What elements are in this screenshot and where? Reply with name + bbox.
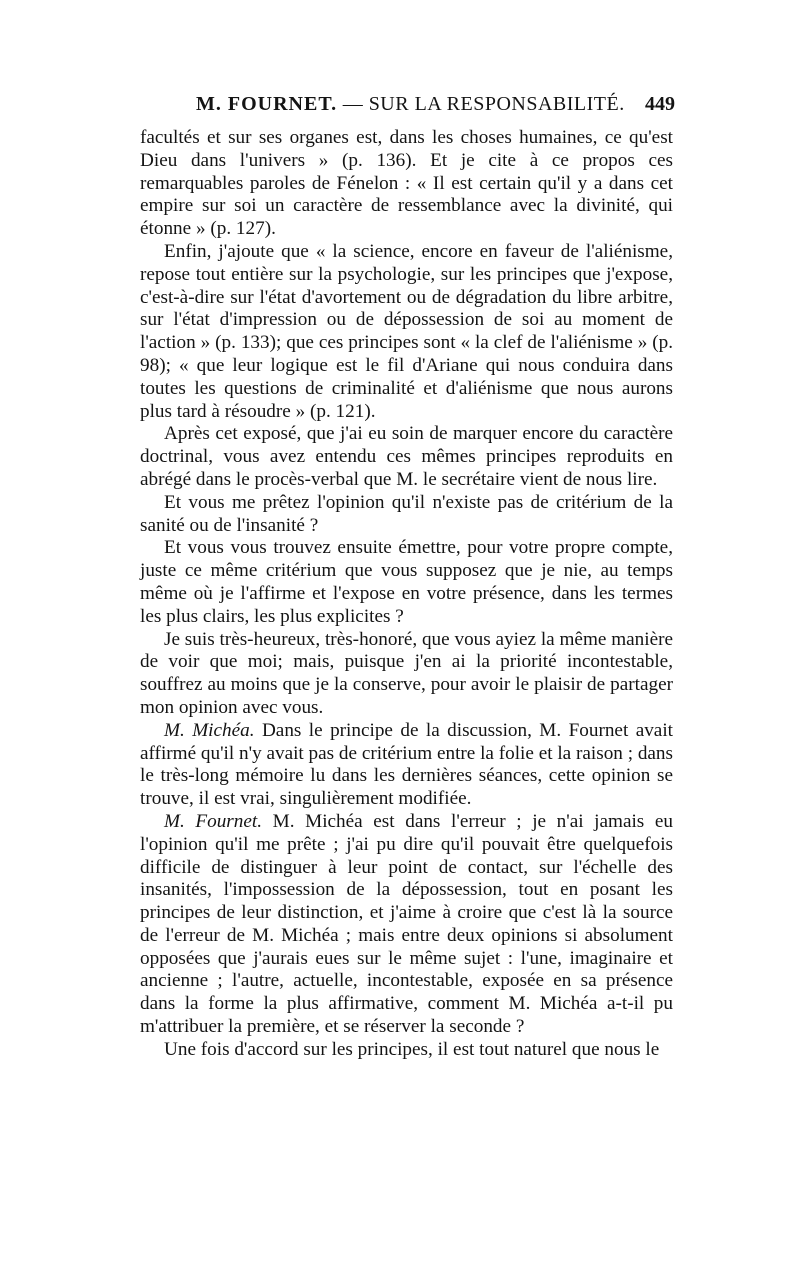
- running-title-subject: — SUR LA RESPONSABILITÉ.: [342, 93, 625, 115]
- running-title-author: M. FOURNET.: [196, 93, 338, 115]
- paragraph-text: Et vous vous trouvez ensuite émettre, pour votre propre compte, juste ce même critérium que vous supposez que je nie, au temps même où je l'affirme et l'expose en votre présence, dans les termes les plus clairs, les plus explicites ?: [140, 537, 673, 627]
- paragraph: [140, 537, 673, 628]
- speaker-paragraph: [140, 811, 673, 1039]
- running-title: [196, 90, 625, 118]
- paragraph-text: Dans le principe de la discussion, M. Fournet avait affirmé qu'il n'y avait pas de critérium entre la folie et la raison ; dans le très-long mémoire lu dans les dernières séances, cette opinion se trouve, il est vrai, singulièrement modifiée.: [140, 719, 673, 810]
- page-number: 449: [645, 93, 675, 115]
- paragraph-text: Après cet exposé, que j'ai eu soin de marquer encore du caractère doctrinal, vous avez entendu ces mêmes principes reproduits en abrégé dans le procès-verbal que M. le secrétaire vient de nous lire.: [140, 423, 673, 490]
- paragraph: [140, 423, 673, 491]
- paragraph: [140, 492, 673, 538]
- paragraph: [140, 1039, 673, 1062]
- paragraph-text: Et vous me prêtez l'opinion qu'il n'existe pas de critérium de la sanité ou de l'insanité ?: [140, 491, 673, 536]
- paragraph-text: M. Michéa est dans l'erreur ; je n'ai jamais eu l'opinion qu'il me prête ; j'ai pu dire qu'il pouvait être quelquefois difficile de distinguer à leur point de contact, sur l'échelle des insanités, l'impossession de la dépossession, tout en posant les principes de leur distinction, et j'aime à croire que c'est là la source de l'erreur de M. Michéa ; mais entre deux opinions si absolument opposées que j'aurais eues sur le même sujet : l'une, imaginaire et ancienne ; l'autre, actuelle, incontestable, exposée en sa présence dans la forme la plus affirmative, comment M. Michéa a-t-il pu m'attribuer la première, et se réserver la seconde ?: [140, 810, 674, 1038]
- speaker-name: M. Fournet.: [164, 810, 263, 832]
- paragraph-text: Enfin, j'ajoute que « la science, encore en faveur de l'aliénisme, repose tout entière sur la psychologie, sur les principes que j'expose, c'est-à-dire sur l'état d'avortement ou de dégradation du libre arbitre, sur l'état d'impression ou de dépossession de soi au moment de l'action » (p. 133); que ces principes sont « la clef de l'aliénisme » (p. 98); « que leur logique est le fil d'Ariane qui nous conduira dans toutes les questions de criminalité et d'aliénisme que nous aurons plus tard à résoudre » (p. 121).: [140, 240, 673, 422]
- paragraph-continuation: [140, 127, 673, 241]
- speaker-name: M. Michéa.: [164, 719, 255, 741]
- body-text: [140, 127, 673, 1062]
- paragraph: [140, 241, 673, 423]
- paragraph: [140, 629, 673, 720]
- running-header: [140, 90, 675, 118]
- paragraph-text: Une fois d'accord sur les principes, il est tout naturel que nous le: [164, 1038, 660, 1060]
- paragraph-text: Je suis très-heureux, très-honoré, que vous ayiez la même manière de voir que moi; mais, puisque j'en ai la priorité incontestable, souffrez au moins que je la conserve, pour avoir le plaisir de partager mon opinion avec vous.: [140, 628, 673, 718]
- paragraph-text: facultés et sur ses organes est, dans les choses humaines, ce qu'est Dieu dans l'univers » (p. 136). Et je cite à ce propos ces remarquables paroles de Fénelon : « Il est certain qu'il y a dans cet empire sur soi un caractère de ressemblance avec la divinité, qui étonne » (p. 127).: [140, 127, 673, 240]
- speaker-paragraph: [140, 720, 673, 811]
